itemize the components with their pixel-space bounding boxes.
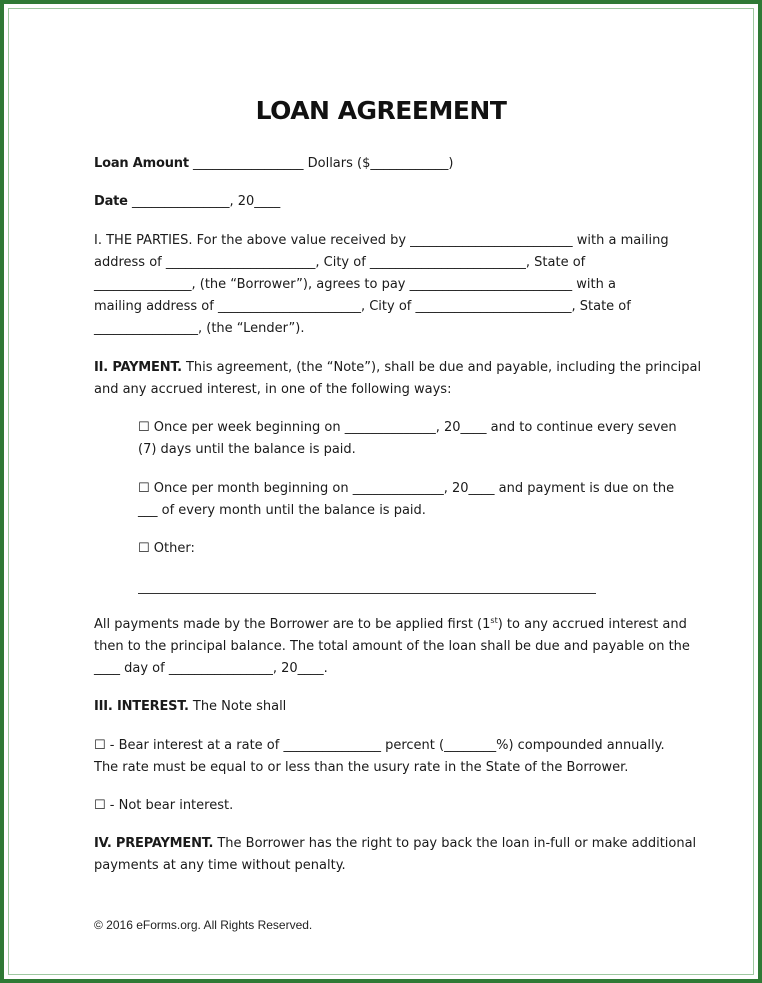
loan-amount-label: Loan Amount	[94, 156, 189, 171]
payment-option-monthly-cont: ___ of every month until the balance is paid.	[138, 503, 426, 518]
prepayment-heading: IV. PREPAYMENT.	[94, 836, 214, 851]
payment-heading: II. PAYMENT.	[94, 360, 182, 375]
copyright-footer: © 2016 eForms.org. All Rights Reserved.	[94, 918, 313, 932]
parties-line-4: mailing address of ______________________, City of ________________________, State of	[94, 299, 631, 314]
payment-option-weekly-cont: (7) days until the balance is paid.	[138, 442, 356, 457]
payment-option-weekly[interactable]: ☐ Once per week beginning on ______________, 20____ and to continue every seven	[138, 420, 677, 435]
payment-line-1: II. PAYMENT. This agreement, (the “Note”), shall be due and payable, including the principal	[94, 360, 702, 375]
date-label: Date	[94, 194, 128, 209]
all-payments-line-3: ____ day of ________________, 20____.	[94, 661, 328, 676]
all-payments-line-1: All payments made by the Borrower are to be applied first (1st) to any accrued interest and	[94, 616, 687, 632]
all-payments-line-2: then to the principal balance. The total amount of the loan shall be due and payable on the	[94, 639, 690, 654]
date-line	[94, 194, 280, 210]
payment-option-monthly[interactable]: ☐ Once per month beginning on ______________, 20____ and payment is due on the	[138, 481, 675, 496]
date-text: _______________, 20____	[131, 194, 281, 209]
parties-heading: I. THE PARTIES	[94, 233, 189, 248]
loan-amount-text: _________________ Dollars ($____________)	[192, 156, 454, 171]
payment-line-2: and any accrued interest, in one of the following ways:	[94, 382, 452, 397]
parties-line-5: ________________, (the “Lender”).	[94, 321, 305, 336]
prepayment-line-1: IV. PREPAYMENT. The Borrower has the right to pay back the loan in-full or make additional	[94, 836, 697, 851]
prepayment-line-2: payments at any time without penalty.	[94, 858, 346, 873]
other-blank-line	[138, 593, 596, 594]
interest-bear-note: The rate must be equal to or less than the usury rate in the State of the Borrower.	[94, 760, 629, 775]
loan-amount-line	[94, 156, 453, 172]
interest-option-not-bear[interactable]: ☐ - Not bear interest.	[94, 798, 234, 813]
payment-option-other[interactable]: ☐ Other:	[138, 541, 195, 556]
parties-line-3: _______________, (the “Borrower”), agrees to pay _________________________ with a	[94, 277, 616, 292]
document-title: LOAN AGREEMENT	[255, 96, 507, 125]
interest-line: III. INTEREST. The Note shall	[94, 699, 287, 714]
interest-heading: III. INTEREST.	[94, 699, 189, 714]
parties-line-2: address of _______________________, City of ________________________, State of	[94, 255, 586, 270]
parties-line-1: I. THE PARTIES. For the above value received by _________________________ with a mailing	[94, 233, 669, 248]
interest-option-bear[interactable]: ☐ - Bear interest at a rate of _______________ percent (________%) compounded annually.	[94, 738, 665, 753]
